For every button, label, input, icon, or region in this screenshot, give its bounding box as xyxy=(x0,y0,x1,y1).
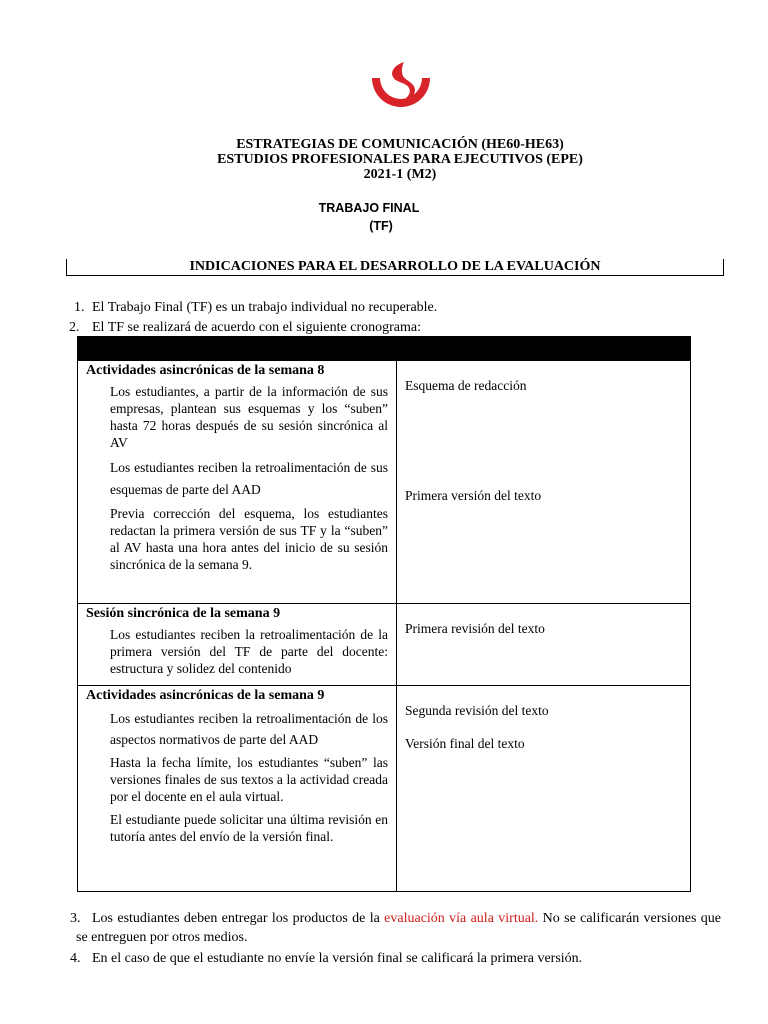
document-abbreviation: (TF) xyxy=(369,219,393,233)
product-label: Esquema de redacción xyxy=(405,378,527,393)
bullet-item: Los estudiantes reciben la retroalimentación de los aspectos normativos de parte del AAD xyxy=(86,708,388,750)
bullet-item: Los estudiantes, a partir de la información de sus empresas, plantean sus esquemas y los “suben” hasta 72 horas después de su sesión sincrónica al AV xyxy=(86,383,388,451)
bullet-icon xyxy=(86,754,110,805)
program-title: ESTUDIOS PROFESIONALES PARA EJECUTIVOS (EPE) xyxy=(217,152,583,167)
product-label: Primera versión del texto xyxy=(405,488,542,503)
product-label: Segunda revisión del texto xyxy=(405,703,549,718)
bullet-icon xyxy=(86,505,110,573)
bullet-item: Previa corrección del esquema, los estudiantes redactan la primera versión de sus TF y la “suben” al AV hasta una hora antes del inicio de su sesión sincrónica de la semana 9. xyxy=(86,505,388,573)
bullet-item: Los estudiantes reciben la retroalimentación de la primera versión del TF de parte del docente: estructura y solidez del contenido xyxy=(86,626,388,677)
bullet-icon xyxy=(86,708,110,750)
list-item: 1. El Trabajo Final (TF) es un trabajo individual no recuperable. xyxy=(74,300,438,315)
list-item: 2. El TF se realizará de acuerdo con el siguiente cronograma: xyxy=(69,320,421,335)
note-item: 4. En el caso de que el estudiante no envíe la versión final se calificará la primera versión. xyxy=(70,951,583,966)
section-heading: Sesión sincrónica de la semana 9 xyxy=(86,606,281,621)
bullet-icon xyxy=(86,811,110,845)
course-title: ESTRATEGIAS DE COMUNICACIÓN (HE60-HE63) xyxy=(236,137,564,152)
product-label: Versión final del texto xyxy=(405,736,525,751)
bullet-item: Los estudiantes reciben la retroalimentación de sus esquemas de parte del AAD xyxy=(86,457,388,501)
bullet-item: Hasta la fecha límite, los estudiantes “suben” las versiones finales de sus textos a la actividad creada por el docente en el aula virtual. xyxy=(86,754,388,805)
highlight-text: evaluación vía aula virtual. xyxy=(384,911,539,926)
table-row xyxy=(78,604,691,686)
section-heading: Actividades asincrónicas de la semana 9 xyxy=(86,688,325,703)
bullet-icon xyxy=(86,383,110,451)
schedule-table xyxy=(77,336,691,892)
bullet-item: El estudiante puede solicitar una última revisión en tutoría antes del envío de la versión final. xyxy=(86,811,388,845)
bullet-icon xyxy=(86,626,110,677)
term: 2021-1 (M2) xyxy=(363,167,437,182)
table-row xyxy=(78,361,691,604)
note-item: 3. Los estudiantes deben entregar los productos de la evaluación vía aula virtual. No se calificarán versiones que se entreguen por otros medios. xyxy=(70,911,721,945)
document-title: TRABAJO FINAL xyxy=(318,201,420,215)
section-title: INDICACIONES PARA EL DESARROLLO DE LA EVALUACIÓN xyxy=(66,259,724,276)
product-label: Primera revisión del texto xyxy=(405,621,545,636)
university-logo xyxy=(368,60,434,116)
table-row xyxy=(78,686,691,892)
table-header-row xyxy=(78,337,691,361)
bullet-icon xyxy=(86,457,110,501)
section-heading: Actividades asincrónicas de la semana 8 xyxy=(86,363,325,378)
